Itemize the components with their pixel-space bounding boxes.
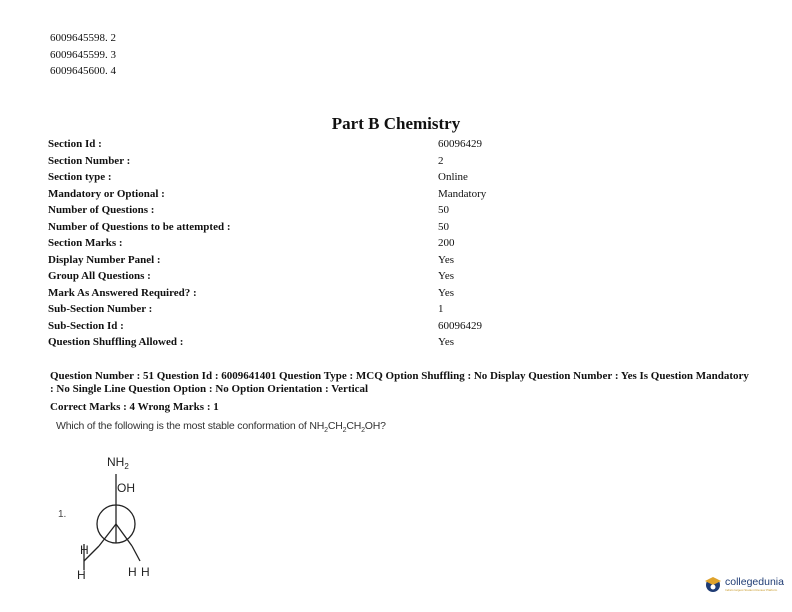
info-row bbox=[48, 219, 568, 236]
info-value: 50 bbox=[438, 220, 449, 233]
previous-options bbox=[50, 30, 116, 80]
info-row bbox=[48, 334, 568, 351]
logo-name: collegedunia bbox=[725, 575, 784, 588]
question-text-suffix: OH? bbox=[364, 420, 386, 432]
info-row bbox=[48, 285, 568, 302]
left-upper-label: H bbox=[80, 543, 89, 557]
section-info-table bbox=[48, 136, 568, 351]
back-top-label: OH bbox=[117, 481, 135, 495]
info-value: 1 bbox=[438, 303, 444, 315]
info-row bbox=[48, 235, 568, 252]
subscript: 2 bbox=[324, 427, 328, 435]
question-header: Question Number : 51 Question Id : 6009641401 Question Type : MCQ Option Shuffling : No Display Question Number : Yes Is Question Mandatory : No Single Line Question Option : No Option Orientation : Vertical bbox=[50, 370, 749, 395]
info-value: Yes bbox=[438, 270, 455, 282]
logo-text bbox=[725, 577, 784, 592]
subscript: 2 bbox=[361, 427, 365, 435]
info-row bbox=[48, 169, 568, 186]
info-row bbox=[48, 252, 568, 269]
option-line: 6009645599. 3 bbox=[50, 48, 116, 61]
left-lower-label: H bbox=[77, 568, 86, 582]
info-label: Sub-Section Id : bbox=[48, 319, 124, 332]
info-label: Section Number : bbox=[48, 154, 131, 167]
info-row bbox=[48, 186, 568, 203]
info-row bbox=[48, 301, 568, 318]
info-value: 60096429 bbox=[438, 319, 482, 332]
bottom-left-label: H bbox=[128, 565, 137, 579]
info-value: 60096429 bbox=[438, 138, 482, 150]
info-label: Sub-Section Number : bbox=[48, 303, 153, 315]
info-value: Yes bbox=[438, 286, 455, 299]
front-top-label: $NH_2$ bbox=[107, 455, 129, 471]
info-value: 2 bbox=[438, 154, 444, 167]
logo-tagline: India's largest Student Review Platform bbox=[725, 587, 778, 592]
info-value: 50 bbox=[438, 204, 449, 216]
info-value: 200 bbox=[438, 237, 455, 249]
subscript: 2 bbox=[342, 427, 347, 435]
section-title: Part B Chemistry bbox=[331, 114, 461, 133]
graduation-cap-icon bbox=[704, 575, 722, 593]
option-number: 1. bbox=[58, 509, 67, 520]
bottom-right-label: H bbox=[141, 565, 150, 579]
info-row bbox=[48, 268, 568, 285]
info-value: Online bbox=[438, 171, 468, 183]
info-label: Number of Questions to be attempted : bbox=[48, 220, 231, 233]
info-label: Display Number Panel : bbox=[48, 253, 161, 266]
option-line: 6009645600. 4 bbox=[50, 65, 116, 77]
option-line: 6009645598. 2 bbox=[50, 32, 116, 44]
info-label: Group All Questions : bbox=[48, 270, 151, 282]
info-value: Yes bbox=[438, 253, 455, 266]
info-label: Mandatory or Optional : bbox=[48, 187, 165, 200]
newman-projection bbox=[70, 448, 180, 583]
info-label: Section Marks : bbox=[48, 237, 123, 249]
info-row bbox=[48, 153, 568, 170]
info-label: Number of Questions : bbox=[48, 204, 155, 216]
info-row bbox=[48, 136, 568, 153]
info-value: Mandatory bbox=[438, 187, 487, 200]
info-value: Yes bbox=[438, 336, 455, 348]
question-marks: Correct Marks : 4 Wrong Marks : 1 bbox=[50, 401, 219, 413]
info-row bbox=[48, 202, 568, 219]
question-text: Which of the following is the most stable conformation of $NH_2CH_2CH_2OH$? bbox=[56, 420, 386, 435]
collegedunia-logo bbox=[704, 575, 784, 593]
info-label: Section Id : bbox=[48, 138, 102, 150]
info-row bbox=[48, 318, 568, 335]
info-label: Section type : bbox=[48, 171, 112, 183]
info-label: Mark As Answered Required? : bbox=[48, 286, 197, 299]
question-text-prefix: Which of the following is the most stable conformation of NH bbox=[56, 420, 325, 432]
info-label: Question Shuffling Allowed : bbox=[48, 336, 184, 348]
